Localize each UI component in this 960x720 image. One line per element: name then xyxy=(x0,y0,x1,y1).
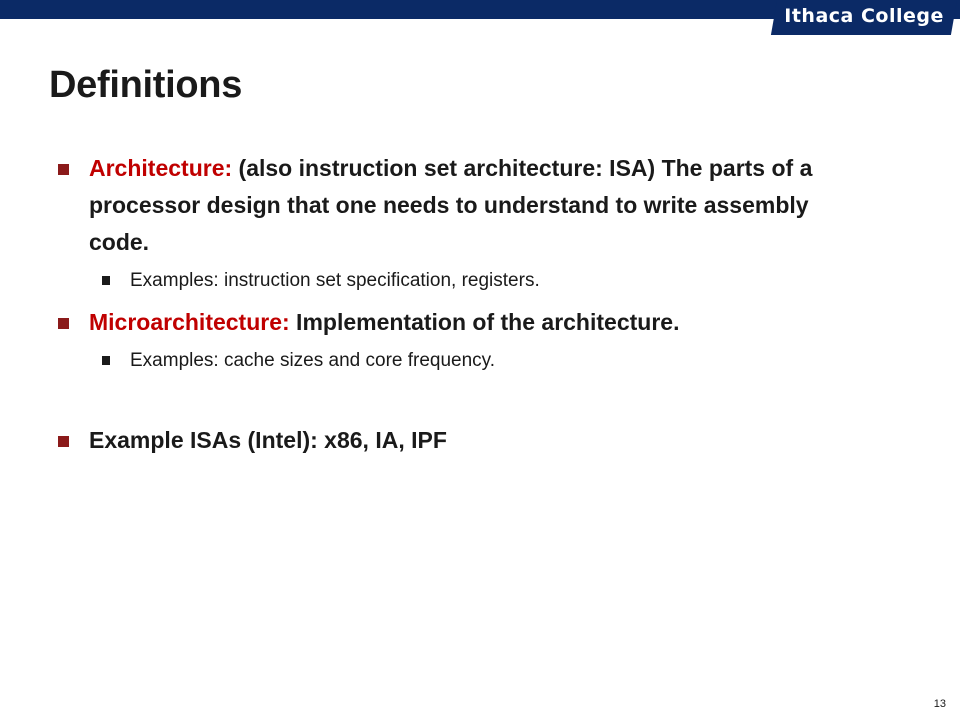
small-square-bullet-icon xyxy=(102,356,110,365)
term-microarchitecture: Microarchitecture: xyxy=(89,309,290,335)
definition-architecture: (also instruction set architecture: ISA) The parts of a processor design that one needs to understand to write assembly code. xyxy=(89,155,813,255)
bullet-architecture xyxy=(56,150,856,261)
bullet-list xyxy=(56,150,856,461)
sub-bullet-architecture xyxy=(56,267,856,295)
small-square-bullet-icon xyxy=(102,276,110,285)
term-architecture: Architecture: xyxy=(89,155,233,181)
ithaca-college-logo xyxy=(771,0,957,35)
slide-title: Definitions xyxy=(49,64,243,106)
brand-text: Ithaca College xyxy=(784,5,945,27)
bullet-microarchitecture xyxy=(56,304,856,341)
bullet-example-isas xyxy=(56,422,856,459)
page-number: 13 xyxy=(933,698,946,710)
square-bullet-icon xyxy=(58,318,69,329)
definition-microarchitecture: Implementation of the architecture. xyxy=(289,309,680,335)
spacer xyxy=(56,384,856,422)
square-bullet-icon xyxy=(58,164,69,175)
sub-text-architecture: Examples: instruction set specification, registers. xyxy=(130,270,540,291)
sub-bullet-microarchitecture xyxy=(56,347,856,375)
square-bullet-icon xyxy=(58,436,69,447)
sub-text-microarchitecture: Examples: cache sizes and core frequency. xyxy=(130,350,496,371)
example-isas-text: Example ISAs (Intel): x86, IA, IPF xyxy=(89,427,447,453)
